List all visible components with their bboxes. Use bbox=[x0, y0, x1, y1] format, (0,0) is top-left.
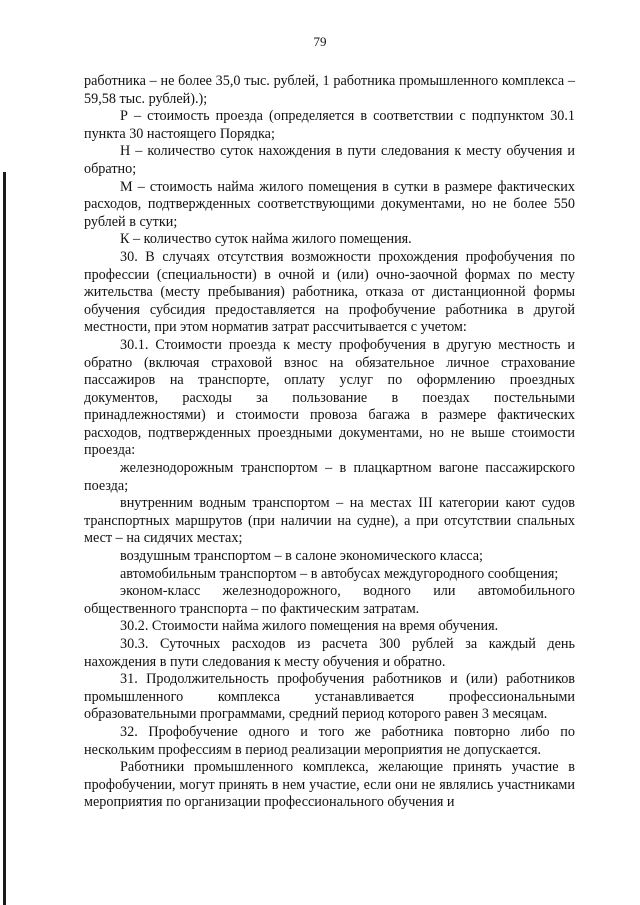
paragraph-continuation: работника – не более 35,0 тыс. рублей, 1 работника промышленного комплекса – 59,58 тыс. рублей).); bbox=[84, 73, 575, 107]
list-item-auto: автомобильным транспортом – в автобусах междугородного сообщения; bbox=[120, 565, 559, 582]
list-item-air: воздушным транспортом – в салоне экономического класса; bbox=[120, 548, 483, 565]
list-item-rail: железнодорожным транспортом – в плацкартном вагоне пассажирского поезда; bbox=[84, 460, 575, 494]
list-item-water: внутренним водным транспортом – на местах III категории кают судов транспортных маршрутов (при наличии на судне), а при отсутствии спальных мест – на сидячих местах; bbox=[84, 495, 575, 547]
paragraph-30: 30. В случаях отсутствия возможности прохождения профобучения по профессии (специальности) в очной и (или) очно-заочной формах по месту жительства (месту пребывания) работника, отказа от дистанционной формы обучения субсидия предоставляется на профобучение работника в другой местности, при этом норматив затрат рассчитывается с учетом: bbox=[84, 248, 575, 336]
paragraph-32: 32. Профобучение одного и того же работника повторно либо по нескольким профессиям в период реализации мероприятия не допускается. bbox=[84, 723, 575, 758]
paragraph-30-1: 30.1. Стоимости проезда к месту профобучения в другую местность и обратно (включая страховой взнос на обязательное личное страхование пассажиров на транспорте, оплату услуг по оформлению проездных документов, расходы за пользование в поездах постельными принадлежностями) и стоимости провоза багажа в размере фактических расходов, подтвержденных проездными документами, но не выше стоимости проезда: bbox=[84, 336, 575, 459]
paragraph-m-definition: М – стоимость найма жилого помещения в сутки в размере фактических расходов, подтвержденных соответствующими документами, но не более 550 рублей в сутки; bbox=[84, 178, 575, 230]
paragraph-workers: Работники промышленного комплекса, желающие принять участие в профобучении, могут принять в нем участие, если они не являлись участниками мероприятия по организации профессионального обучения и bbox=[84, 759, 575, 811]
page-number: 79 bbox=[313, 34, 327, 49]
paragraph-30-3: 30.3. Суточных расходов из расчета 300 рублей за каждый день нахождения в пути следования к месту обучения и обратно. bbox=[84, 636, 575, 670]
paragraph-n-definition: Н – количество суток нахождения в пути следования к месту обучения и обратно; bbox=[84, 143, 575, 177]
list-item-economy: эконом-класс железнодорожного, водного или автомобильного общественного транспорта – по фактическим затратам. bbox=[84, 583, 575, 617]
paragraph-30-2: 30.2. Стоимости найма жилого помещения на время обучения. bbox=[120, 618, 499, 635]
paragraph-31: 31. Продолжительность профобучения работников и (или) работников промышленного комплекса устанавливается профессиональными образовательными программами, средний период которого равен 3 месяцам. bbox=[84, 671, 575, 723]
paragraph-p-definition: Р – стоимость проезда (определяется в соответствии с подпунктом 30.1 пункта 30 настоящего Порядка; bbox=[84, 108, 575, 142]
scan-edge-mark bbox=[3, 172, 6, 905]
paragraph-k-definition: К – количество суток найма жилого помещения. bbox=[120, 231, 412, 248]
document-body bbox=[84, 73, 575, 812]
